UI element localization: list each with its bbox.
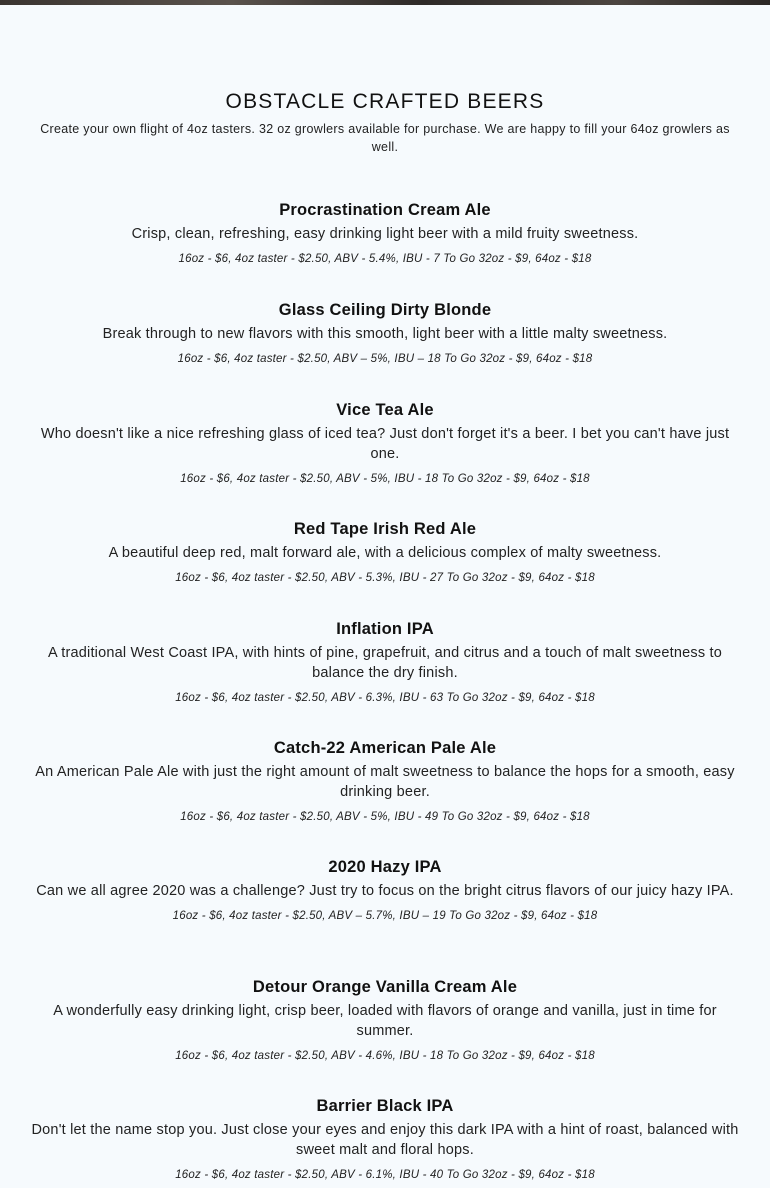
- beer-item: [30, 300, 740, 367]
- beer-description: A wonderfully easy drinking light, crisp beer, loaded with flavors of orange and vanilla, just in time for summer.: [53, 1003, 717, 1039]
- beer-description: Can we all agree 2020 was a challenge? Just try to focus on the bright citrus flavors of our juicy hazy IPA.: [36, 883, 734, 899]
- beer-item: [30, 519, 740, 586]
- header-image-strip: [0, 0, 770, 5]
- beer-item: [30, 200, 740, 267]
- beer-name: Inflation IPA: [336, 620, 434, 638]
- beer-pricing: 16oz - $6, 4oz taster - $2.50, ABV - 4.6%, IBU - 18 To Go 32oz - $9, 64oz - $18: [175, 1050, 595, 1062]
- beer-name: Detour Orange Vanilla Cream Ale: [252, 978, 518, 996]
- menu-title: OBSTACLE CRAFTED BEERS: [225, 90, 545, 113]
- beer-pricing: 16oz - $6, 4oz taster - $2.50, ABV – 5.7%, IBU – 19 To Go 32oz - $9, 64oz - $18: [172, 910, 598, 922]
- beer-description: Crisp, clean, refreshing, easy drinking light beer with a mild fruity sweetness.: [131, 226, 639, 242]
- beer-name: Red Tape Irish Red Ale: [293, 520, 477, 538]
- beer-description: Who doesn't like a nice refreshing glass of iced tea? Just don't forget it's a beer. I bet you can't have just one.: [40, 426, 730, 462]
- beer-description: A traditional West Coast IPA, with hints of pine, grapefruit, and citrus and a touch of malt sweetness to balance the dry finish.: [47, 645, 723, 681]
- beer-item: [30, 400, 740, 487]
- beer-item: [30, 619, 740, 706]
- beer-description: Break through to new flavors with this smooth, light beer with a little malty sweetness.: [102, 326, 668, 342]
- beer-description: A beautiful deep red, malt forward ale, with a delicious complex of malty sweetness.: [108, 545, 662, 561]
- beer-description: Don't let the name stop you. Just close your eyes and enjoy this dark IPA with a hint of roast, balanced with sweet malt and floral hops.: [31, 1122, 739, 1158]
- beer-item: [30, 1096, 740, 1183]
- beer-name: Procrastination Cream Ale: [279, 201, 491, 219]
- beer-pricing: 16oz - $6, 4oz taster - $2.50, ABV - 5.3%, IBU - 27 To Go 32oz - $9, 64oz - $18: [175, 572, 595, 584]
- beer-name: 2020 Hazy IPA: [328, 858, 442, 876]
- beer-name: Vice Tea Ale: [336, 401, 434, 419]
- beer-pricing: 16oz - $6, 4oz taster - $2.50, ABV - 5.4%, IBU - 7 To Go 32oz - $9, 64oz - $18: [178, 253, 592, 265]
- beer-pricing: 16oz - $6, 4oz taster - $2.50, ABV - 6.1%, IBU - 40 To Go 32oz - $9, 64oz - $18: [175, 1169, 595, 1181]
- beer-item: [30, 857, 740, 924]
- beer-item: [30, 738, 740, 825]
- beer-pricing: 16oz - $6, 4oz taster - $2.50, ABV - 5%, IBU - 18 To Go 32oz - $9, 64oz - $18: [180, 473, 590, 485]
- beer-pricing: 16oz - $6, 4oz taster - $2.50, ABV - 5%, IBU - 49 To Go 32oz - $9, 64oz - $18: [180, 811, 590, 823]
- beer-name: Glass Ceiling Dirty Blonde: [278, 301, 492, 319]
- beer-name: Barrier Black IPA: [316, 1097, 454, 1115]
- menu-intro: Create your own flight of 4oz tasters. 32 oz growlers available for purchase. We are happy to fill your 64oz growlers as well.: [40, 122, 730, 154]
- beer-name: Catch-22 American Pale Ale: [273, 739, 497, 757]
- beer-pricing: 16oz - $6, 4oz taster - $2.50, ABV – 5%, IBU – 18 To Go 32oz - $9, 64oz - $18: [177, 353, 593, 365]
- beer-description: An American Pale Ale with just the right amount of malt sweetness to balance the hops for a smooth, easy drinking beer.: [35, 764, 735, 800]
- beer-item: [30, 977, 740, 1064]
- beer-pricing: 16oz - $6, 4oz taster - $2.50, ABV - 6.3%, IBU - 63 To Go 32oz - $9, 64oz - $18: [175, 692, 595, 704]
